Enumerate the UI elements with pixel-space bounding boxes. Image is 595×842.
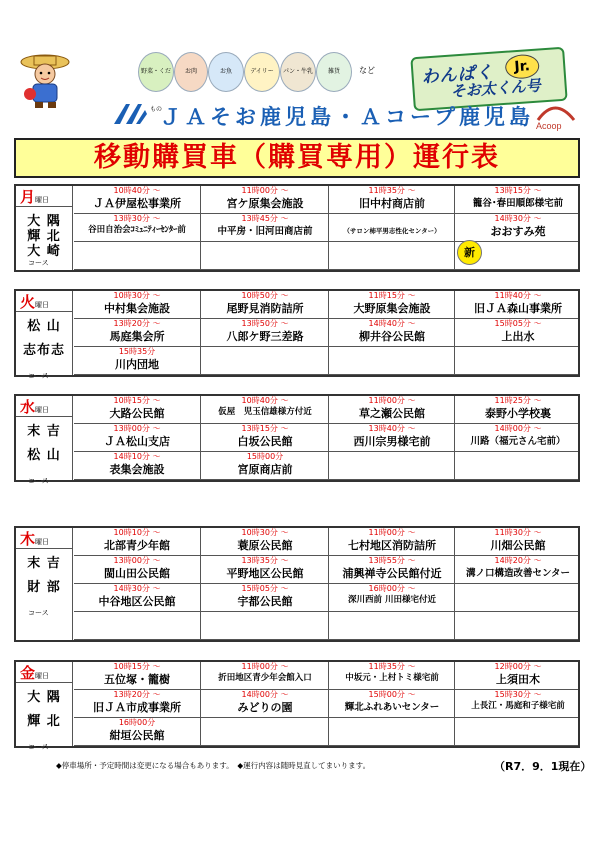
stop-location: 五位塚・籠樹: [104, 673, 170, 686]
youbi-label: 曜日: [35, 672, 50, 680]
day-section-2: [14, 394, 580, 485]
stop-time: 14時20分 ～: [494, 556, 542, 565]
course-label: コース: [28, 372, 49, 380]
column-divider: [328, 291, 329, 375]
area-name: 輝 北: [27, 229, 61, 244]
stop-time: 10時30分 ～: [113, 291, 161, 300]
stop-location: ＪＡ松山支店: [104, 435, 170, 448]
day-char: 水: [20, 398, 36, 416]
stop-time: 10時30分 ～: [241, 528, 289, 537]
area-name: 松 山: [27, 319, 61, 334]
stop-location: 輝北ふれあいセンター: [344, 702, 440, 713]
column-divider: [454, 528, 455, 640]
area-name: 輝 北: [27, 714, 61, 729]
stop-time: 13時35分 ～: [241, 556, 289, 565]
row-divider: [74, 374, 578, 375]
stop-location: 上長江・馬庭和子様宅前: [471, 701, 565, 711]
bubble-vegetables: 野菜・くだもの: [138, 52, 174, 92]
bubble-bread-milk: パン・牛乳: [280, 52, 316, 92]
area-name: 大 隅: [27, 214, 61, 229]
course-label: コース: [28, 477, 49, 485]
stop-time: 12時00分 ～: [494, 662, 542, 671]
stop-location: 深川西前 川田様宅付近: [348, 595, 436, 605]
day-section-0: [14, 184, 580, 272]
area-name: 末 吉: [27, 556, 61, 571]
bubble-goods: 雑貨: [316, 52, 352, 92]
stop-time: 11時15分 ～: [368, 291, 416, 300]
stop-time: 11時35分 ～: [368, 186, 416, 195]
row-divider: [74, 611, 578, 612]
column-divider: [328, 662, 329, 746]
stop-time: 13時15分 ～: [494, 186, 542, 195]
day-label-underline: [16, 682, 72, 683]
stop-time: 11時35分 ～: [368, 662, 416, 671]
stop-location: 閩山田公民館: [104, 567, 170, 580]
day-label-underline: [16, 416, 72, 417]
stop-time: 11時40分 ～: [494, 291, 542, 300]
stop-time: 15時35分: [118, 347, 156, 356]
as-of-date: （R7．9．1現在）: [494, 760, 592, 773]
stop-time: 13時20分 ～: [113, 690, 161, 699]
stop-location: 浦興禅寺公民館付近: [342, 567, 442, 580]
stop-time: 10時50分 ～: [241, 291, 289, 300]
bubble-meat: お肉: [174, 52, 208, 92]
day-char: 木: [20, 530, 36, 548]
stop-time: 14時00分 ～: [241, 690, 289, 699]
column-divider: [200, 291, 201, 375]
row-divider: [74, 745, 578, 746]
day-label-divider: [72, 662, 73, 746]
row-divider: [74, 639, 578, 640]
stop-time: 13時40分 ～: [368, 424, 416, 433]
bubble-dairy: デイリー: [244, 52, 280, 92]
stop-location: 上須田木: [496, 673, 540, 686]
bubble-fish: お魚: [208, 52, 244, 92]
stop-location: 草之瀬公民館: [359, 407, 425, 420]
stop-time: 13時15分 ～: [241, 424, 289, 433]
column-divider: [200, 662, 201, 746]
youbi-label: 曜日: [35, 196, 50, 204]
stop-location: 上出水: [501, 330, 535, 343]
stop-location: 泰野小学校裏: [485, 407, 551, 420]
area-name: 志布志: [22, 343, 65, 358]
area-name: 大 崎: [27, 244, 61, 259]
column-divider: [200, 396, 201, 480]
stop-location: 折田地区青少年会館入口: [218, 673, 312, 683]
new-stop-badge: 新: [457, 240, 482, 265]
stop-location: 八郎ケ野三差路: [226, 330, 304, 343]
stop-location: みどりの園: [237, 701, 293, 714]
stop-time: 14時40分 ～: [368, 319, 416, 328]
organization-title: ＪＡそお鹿児島・Ａコープ鹿児島: [160, 105, 534, 129]
course-label: コース: [28, 743, 49, 751]
stop-location: おおすみ苑: [490, 225, 546, 238]
ja-logo-icon: [112, 102, 148, 126]
stop-time: 10時15分 ～: [113, 662, 161, 671]
svg-text:Acoop: Acoop: [536, 121, 562, 131]
stop-location: ＪＡ伊屋松事業所: [93, 197, 181, 210]
stop-location: 柳井谷公民館: [359, 330, 425, 343]
stop-location: 紺垣公民館: [109, 729, 165, 742]
stop-location: 谷田自治会ｺﾐｭﾆﾃｨｰｾﾝﾀｰ前: [88, 225, 186, 235]
stop-time: 14時30分 ～: [113, 584, 161, 593]
day-label-divider: [72, 186, 73, 270]
day-label: [20, 662, 72, 681]
youbi-label: 曜日: [35, 406, 50, 414]
column-divider: [200, 528, 201, 640]
stop-location: 尾野見消防詰所: [226, 302, 304, 315]
column-divider: [454, 291, 455, 375]
acoop-logo-icon: [532, 98, 578, 132]
stop-time: 11時00分 ～: [368, 528, 416, 537]
stop-time: 14時00分 ～: [494, 424, 542, 433]
youbi-label: 曜日: [35, 301, 50, 309]
stop-time: 15時30分 ～: [494, 690, 542, 699]
stop-time: 11時00分 ～: [368, 396, 416, 405]
stop-location: 川畑公民館: [490, 539, 546, 552]
wanpaku-jr-badge: Jr.: [504, 53, 540, 79]
stop-time: 10時40分 ～: [113, 186, 161, 195]
column-divider: [328, 396, 329, 480]
column-divider: [200, 186, 201, 270]
stop-location: 中谷地区公民館: [98, 595, 176, 608]
stop-time: 15時05分 ～: [241, 584, 289, 593]
stop-time: 13時20分 ～: [113, 319, 161, 328]
stop-time: 10時10分 ～: [113, 528, 161, 537]
stop-location: 七村地区消防詰所: [348, 539, 436, 552]
stop-location: 旧ＪＡ市成事業所: [93, 701, 181, 714]
stop-location: 宮原商店前: [237, 463, 293, 476]
day-section-4: [14, 660, 580, 751]
stop-location: 宇都公民館: [237, 595, 293, 608]
stop-location: 平野地区公民館: [226, 567, 304, 580]
day-label-divider: [72, 528, 73, 640]
stop-time: 13時45分 ～: [241, 214, 289, 223]
stop-location: 表集会施設: [109, 463, 165, 476]
stop-time: 16時00分 ～: [368, 584, 416, 593]
stop-location: （サロン柿平男志性化センター）: [343, 227, 441, 235]
schedule-banner-title: 移動購買車（購買専用）運行表: [14, 138, 580, 178]
stop-location: 大路公民館: [109, 407, 165, 420]
stop-location: 馬庭集会所: [109, 330, 165, 343]
product-category-bubbles: [138, 52, 418, 113]
stop-time: 14時30分 ～: [494, 214, 542, 223]
stop-time: 11時25分 ～: [494, 396, 542, 405]
day-label-divider: [72, 291, 73, 375]
area-name: 末 吉: [27, 424, 61, 439]
stop-location: 中平房・旧河田商店前: [217, 226, 313, 237]
bubble-etc: など: [359, 66, 375, 75]
stop-time: 13時50分 ～: [241, 319, 289, 328]
stop-location: 中村集会施設: [104, 302, 170, 315]
day-label: [20, 186, 72, 205]
day-section-3: [14, 526, 580, 642]
day-label-underline: [16, 548, 72, 549]
farmer-mascot-icon: [18, 52, 72, 110]
stop-time: 14時10分 ～: [113, 452, 161, 461]
row-divider: [74, 241, 578, 242]
stop-location: 西川宗男様宅前: [353, 435, 431, 448]
stop-location: 籠谷･春田順郎様宅前: [472, 198, 564, 209]
column-divider: [454, 662, 455, 746]
stop-location: 川内団地: [115, 358, 159, 371]
stop-time: 11時00分 ～: [241, 662, 289, 671]
column-divider: [328, 186, 329, 270]
stop-time: 13時00分 ～: [113, 556, 161, 565]
stop-time: 15時00分: [246, 452, 284, 461]
stop-location: 大野原集会施設: [353, 302, 431, 315]
stop-location: 旧中村商店前: [359, 197, 425, 210]
stop-location: 仮屋 児玉信雄様方付近: [218, 407, 312, 417]
column-divider: [454, 186, 455, 270]
day-label-underline: [16, 311, 72, 312]
row-divider: [74, 479, 578, 480]
wanpaku-line2: そお太くん号: [450, 76, 542, 101]
day-label-divider: [72, 396, 73, 480]
stop-location: 白坂公民館: [237, 435, 293, 448]
day-label: [20, 291, 72, 310]
stop-location: 旧ＪＡ森山事業所: [474, 302, 562, 315]
row-divider: [74, 269, 578, 270]
stop-time: 15時05分 ～: [494, 319, 542, 328]
area-name: 松 山: [27, 448, 61, 463]
stop-location: 川路（福元さん宅前）: [470, 436, 566, 447]
stop-time: 13時55分 ～: [368, 556, 416, 565]
stop-location: 蓑原公民館: [237, 539, 293, 552]
stop-location: 宮ケ原集会施設: [226, 197, 304, 210]
stop-time: 15時00分 ～: [368, 690, 416, 699]
day-label: [20, 528, 72, 547]
youbi-label: 曜日: [35, 538, 50, 546]
stop-time: 10時40分 ～: [241, 396, 289, 405]
stop-time: 10時15分 ～: [113, 396, 161, 405]
course-label: コース: [28, 609, 49, 617]
area-name: 大 隅: [27, 690, 61, 705]
day-label-underline: [16, 206, 72, 207]
area-name: 財 部: [27, 580, 61, 595]
day-label: [20, 396, 72, 415]
footer-note: ◆停車場所・予定時間は変更になる場合もあります。 ◆運行内容は随時見直してまいります。: [56, 761, 371, 770]
stop-location: 北部青少年館: [104, 539, 170, 552]
stop-location: 中坂元・上村トミ様宅前: [345, 673, 439, 683]
wanpaku-line1: わんぱく: [421, 62, 495, 88]
stop-location: 溝ノ口構造改善センター: [465, 568, 571, 579]
stop-time: 13時30分 ～: [113, 214, 161, 223]
day-char: 月: [20, 188, 36, 206]
day-char: 火: [20, 293, 36, 311]
stop-time: 16時00分: [118, 718, 156, 727]
day-char: 金: [20, 664, 36, 682]
column-divider: [328, 528, 329, 640]
column-divider: [454, 396, 455, 480]
day-section-1: [14, 289, 580, 380]
stop-time: 13時00分 ～: [113, 424, 161, 433]
stop-time: 11時00分 ～: [241, 186, 289, 195]
course-label: コース: [28, 259, 49, 267]
stop-time: 11時30分 ～: [494, 528, 542, 537]
